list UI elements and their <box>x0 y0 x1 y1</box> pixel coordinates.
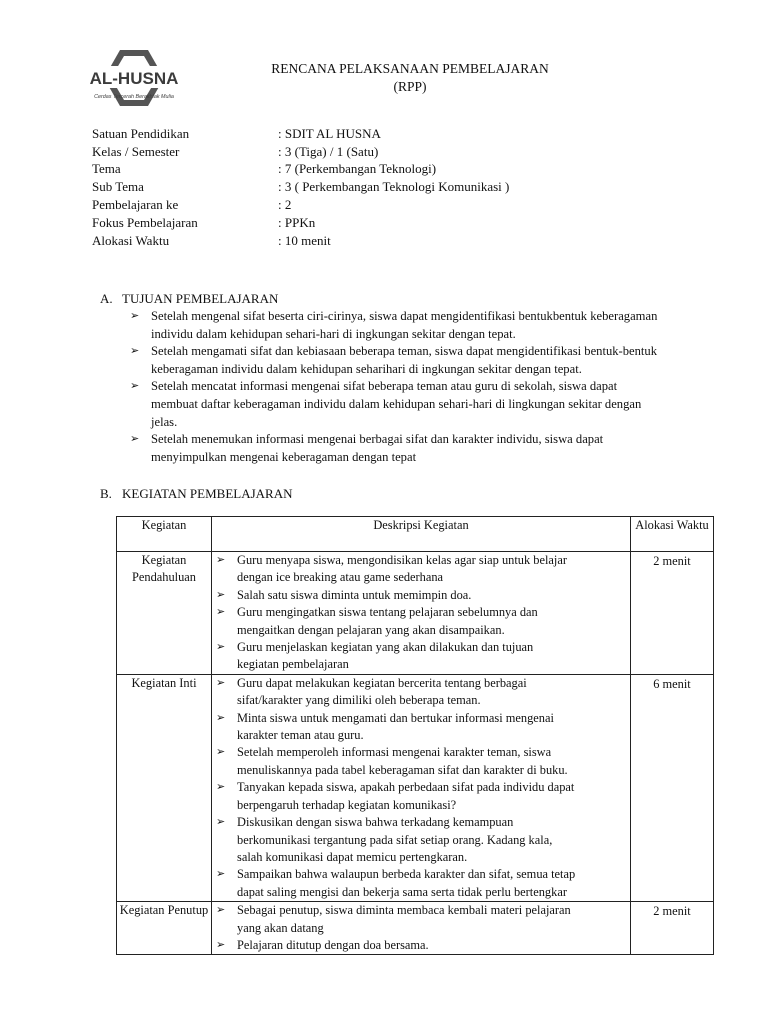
time-allocation: 2 menit <box>631 552 714 675</box>
identity-label: Satuan Pendidikan <box>92 125 190 141</box>
arrow-bullet-icon: ➢ <box>216 606 226 619</box>
identity-label: Fokus Pembelajaran <box>92 214 198 230</box>
line: Setelah mencatat informasi mengenai sifat beberapa teman atau guru di sekolah, siswa dapat <box>151 379 618 394</box>
line: Guru menjelaskan kegiatan yang akan dilakukan dan tujuan <box>237 640 534 655</box>
list-item <box>216 779 626 814</box>
line: Guru menyapa siswa, mengondisikan kelas agar siap untuk belajar <box>237 553 567 567</box>
identity-block <box>92 125 509 250</box>
logo-tagline: Cerdas Tercerah Berakhlak Mulia <box>94 94 174 100</box>
activity-name: Kegiatan Inti <box>117 674 212 901</box>
column-header: Deskripsi Kegiatan <box>212 517 631 552</box>
line: sifat/karakter yang dimiliki oleh beberapa teman. <box>237 693 481 708</box>
line: Guru dapat melakukan kegiatan bercerita tentang berbagai <box>237 675 527 690</box>
line: menyimpulkan mengenai keberagaman dengan tepat <box>151 449 417 464</box>
identity-row <box>92 125 509 143</box>
identity-label: Kelas / Semester <box>92 143 180 159</box>
identity-label: Tema <box>92 161 121 177</box>
section-b-title: KEGIATAN PEMBELAJARAN <box>122 486 293 501</box>
list-item <box>216 675 626 710</box>
list-item <box>216 902 626 937</box>
identity-row <box>92 232 509 250</box>
identity-row <box>92 143 509 161</box>
list-item <box>216 814 626 866</box>
arrow-bullet-icon: ➢ <box>130 433 140 446</box>
section-b-number: B. <box>100 486 112 501</box>
section-b-heading <box>100 486 293 502</box>
arrow-bullet-icon: ➢ <box>216 711 226 724</box>
arrow-bullet-icon: ➢ <box>216 588 226 601</box>
identity-value: : SDIT AL HUSNA <box>278 125 381 141</box>
list-item <box>216 639 626 674</box>
line: berkomunikasi tergantung pada sifat setiap orang. Kadang kala, <box>237 832 553 847</box>
line: Guru mengingatkan siswa tentang pelajaran sebelumnya dan <box>237 605 538 620</box>
activity-description <box>212 552 631 675</box>
logo-text: AL-HUSNA <box>89 69 179 88</box>
arrow-bullet-icon: ➢ <box>216 904 226 917</box>
column-header: Alokasi Waktu <box>631 517 714 552</box>
list-item <box>130 378 730 431</box>
table-row <box>117 674 714 901</box>
activity-name: Kegiatan Penutup <box>117 902 212 955</box>
line: membuat daftar keberagaman individu dalam kehidupan sehari-hari di lingkungan sekitar dengan <box>151 396 642 411</box>
line: Setelah menemukan informasi mengenai berbagai sifat dan karakter individu, siswa dapat <box>151 432 604 447</box>
line: Sebagai penutup, siswa diminta membaca kembali materi pelajaran <box>237 903 571 918</box>
section-a-title: TUJUAN PEMBELAJARAN <box>122 291 279 306</box>
list-item <box>216 710 626 745</box>
list-item <box>216 552 626 587</box>
list-item <box>216 587 626 604</box>
arrow-bullet-icon: ➢ <box>130 380 140 393</box>
list-item <box>130 308 730 343</box>
identity-value: : PPKn <box>278 214 316 230</box>
arrow-bullet-icon: ➢ <box>216 554 226 566</box>
line: berpengaruh terhadap kegiatan komunikasi? <box>237 797 457 812</box>
line: karakter teman atau guru. <box>237 728 364 743</box>
school-logo <box>84 46 184 110</box>
identity-value: : 7 (Perkembangan Teknologi) <box>278 161 437 177</box>
line: menuliskannya pada tabel keberagaman sifat dan karakter di buku. <box>237 762 568 777</box>
title-line-1: RENCANA PELAKSANAAN PEMBELAJARAN <box>271 61 549 76</box>
identity-label: Alokasi Waktu <box>92 232 170 248</box>
activities-table <box>116 516 714 955</box>
identity-value: : 2 <box>278 197 292 213</box>
table-row <box>117 552 714 675</box>
line: Tanyakan kepada siswa, apakah perbedaan sifat pada individu dapat <box>237 780 575 795</box>
document-title <box>230 60 590 96</box>
line: Setelah memperoleh informasi mengenai karakter teman, siswa <box>237 745 552 760</box>
arrow-bullet-icon: ➢ <box>216 781 226 794</box>
list-item <box>130 431 730 466</box>
arrow-bullet-icon: ➢ <box>130 345 140 358</box>
identity-row <box>92 214 509 232</box>
identity-value: : 10 menit <box>278 232 331 248</box>
line: dengan ice breaking atau game sederhana <box>237 570 444 585</box>
objectives-list <box>130 308 730 466</box>
arrow-bullet-icon: ➢ <box>130 310 140 322</box>
list-item <box>216 744 626 779</box>
activity-description <box>212 902 631 955</box>
identity-row <box>92 178 509 196</box>
identity-row <box>92 161 509 179</box>
arrow-bullet-icon: ➢ <box>216 816 226 829</box>
list-item <box>216 937 626 954</box>
identity-label: Pembelajaran ke <box>92 197 179 213</box>
line: Sampaikan bahwa walaupun berbeda karakter dan sifat, semua tetap <box>237 867 576 882</box>
line: yang akan datang <box>237 920 324 935</box>
arrow-bullet-icon: ➢ <box>216 641 226 654</box>
activity-description <box>212 674 631 901</box>
section-a-number: A. <box>100 291 113 306</box>
line: Salah satu siswa diminta untuk memimpin doa. <box>237 587 472 602</box>
list-item <box>130 343 730 378</box>
line: mengaitkan dengan pelajaran yang akan disampaikan. <box>237 622 505 637</box>
title-line-2: (RPP) <box>393 79 427 94</box>
line: individu dalam kehidupan sehari-hari di ingkungan sekitar dengan tepat. <box>151 326 516 341</box>
identity-label: Sub Tema <box>92 179 144 195</box>
list-item <box>216 866 626 901</box>
list-item <box>216 604 626 639</box>
time-allocation: 2 menit <box>631 902 714 955</box>
line: jelas. <box>151 414 178 429</box>
table-row <box>117 902 714 955</box>
identity-value: : 3 (Tiga) / 1 (Satu) <box>278 143 379 159</box>
identity-row <box>92 196 509 214</box>
time-allocation: 6 menit <box>631 674 714 901</box>
line: Setelah mengamati sifat dan kebiasaan beberapa teman, siswa dapat mengidentifikasi bentuk-bentuk <box>151 344 658 359</box>
column-header: Kegiatan <box>117 517 212 552</box>
activity-name: Kegiatan Pendahuluan <box>117 552 212 675</box>
line: Diskusikan dengan siswa bahwa terkadang kemampuan <box>237 815 514 830</box>
line: salah komunikasi dapat memicu pertengkaran. <box>237 849 468 864</box>
line: Pelajaran ditutup dengan doa bersama. <box>237 937 429 952</box>
identity-value: : 3 ( Perkembangan Teknologi Komunikasi ) <box>278 179 510 195</box>
line: kegiatan pembelajaran <box>237 657 349 672</box>
arrow-bullet-icon: ➢ <box>216 868 226 881</box>
section-a-heading <box>100 291 278 307</box>
line: keberagaman individu dalam kehidupan seharihari di ingkungan sekitar dengan tepat. <box>151 361 582 376</box>
line: Setelah mengenal sifat beserta ciri-cirinya, siswa dapat mengidentifikasi bentukbentuk keberagaman <box>151 309 658 323</box>
arrow-bullet-icon: ➢ <box>216 938 226 951</box>
arrow-bullet-icon: ➢ <box>216 746 226 759</box>
table-header-row <box>117 517 714 552</box>
line: dapat saling mengisi dan bekerja sama serta tidak perlu bertengkar <box>237 884 567 899</box>
line: Minta siswa untuk mengamati dan bertukar informasi mengenai <box>237 710 554 725</box>
arrow-bullet-icon: ➢ <box>216 676 226 689</box>
